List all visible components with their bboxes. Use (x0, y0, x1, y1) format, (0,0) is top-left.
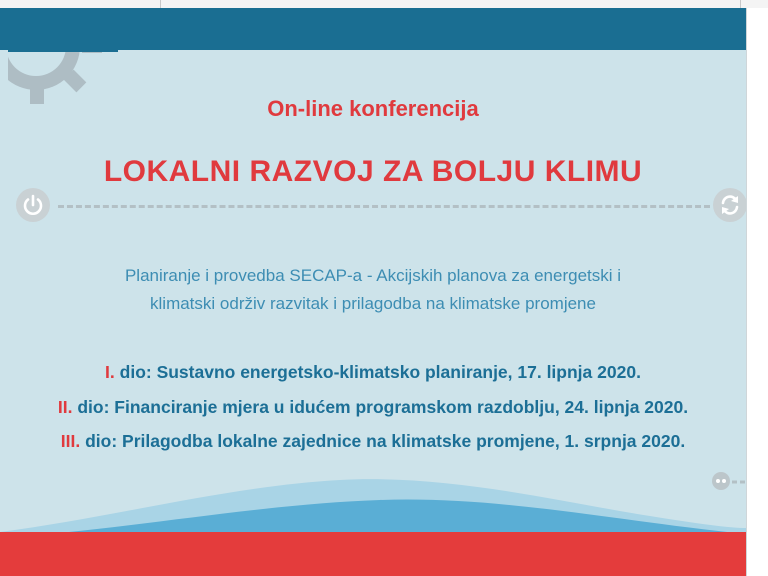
description-line-1: Planiranje i provedba SECAP-a - Akcijskih planova za energetski i (124, 266, 622, 285)
part-text: dio: Financiranje mjera u idućem programskom razdoblju, 24. lipnja 2020. (72, 397, 689, 417)
conference-part-2 (0, 397, 746, 418)
conference-title: LOKALNI RAZVOJ ZA BOLJU KLIMU (103, 155, 643, 188)
refresh-icon (713, 188, 746, 222)
conference-part-3 (0, 431, 746, 452)
conference-type: On-line konferencija (267, 96, 479, 121)
edge-tick (740, 0, 741, 8)
power-icon (16, 188, 50, 222)
bottom-color-bar (0, 532, 746, 576)
part-text: dio: Sustavno energetsko-klimatsko planiranje, 17. lipnja 2020. (114, 362, 641, 382)
part-number: II. (57, 397, 73, 417)
conference-banner (0, 8, 746, 576)
conference-part-1 (0, 362, 746, 383)
edge-tick (160, 0, 161, 8)
dashed-divider (58, 205, 710, 208)
part-number: I. (105, 362, 115, 382)
part-text: dio: Prilagodba lokalne zajednice na klimatske promjene, 1. srpnja 2020. (80, 431, 686, 451)
page-margin (746, 8, 768, 576)
part-number: III. (60, 431, 81, 451)
description-line-2: klimatski održiv razvitak i prilagodba na klimatske promjene (150, 294, 596, 313)
